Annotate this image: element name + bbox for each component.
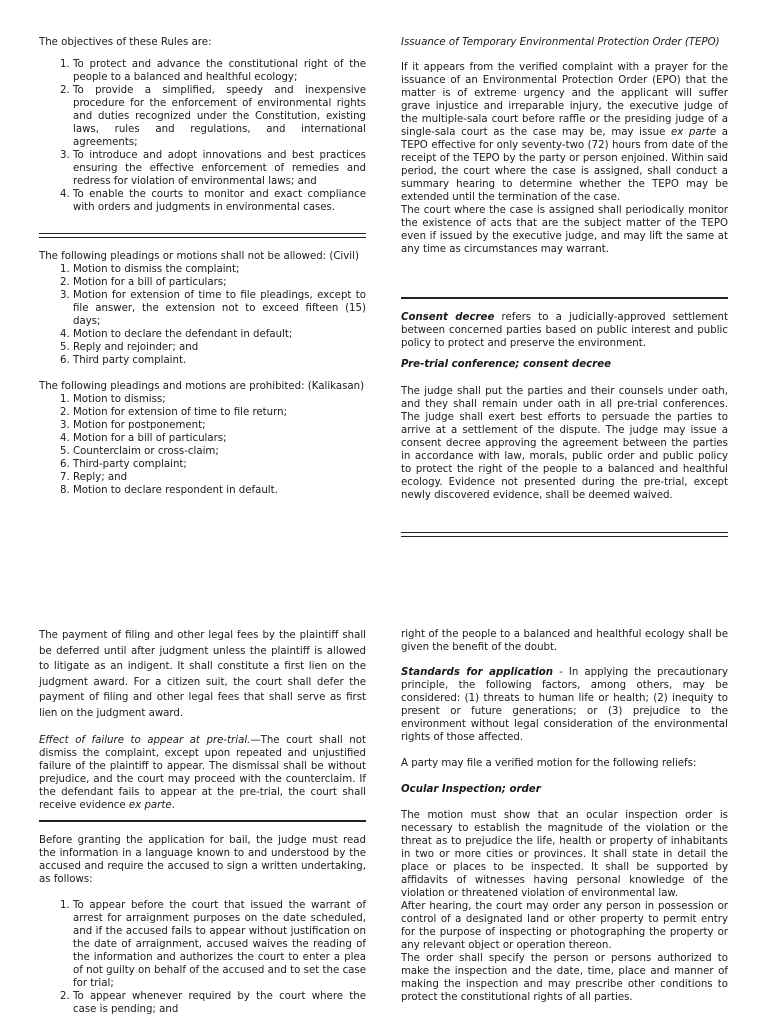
effect-heading: Effect of failure to appear at pre-trial. bbox=[39, 735, 251, 746]
list-item: 1. Motion to dismiss; bbox=[73, 393, 366, 406]
list-item: 4. To enable the courts to monitor and exact compliance with orders and judgments in environmental cases. bbox=[73, 188, 366, 214]
page2-left-column-bail bbox=[39, 834, 366, 1016]
tepo-paragraph: The court where the case is assigned shall periodically monitor the existence of acts that are the subject matter of the TEPO even if issued by the executive judge, and may lift the same at any time as circumstances may warrant. bbox=[401, 205, 728, 255]
page1-right-column-consent bbox=[401, 311, 728, 502]
page2-right-column bbox=[401, 628, 728, 1004]
ocular-paragraph: The motion must show that an ocular inspection order is necessary to establish the magnitude of the violation or the threat as to prejudice the life, health or property of inhabitants in two or more cities or provinces. It shall state in detail the place or places to be inspected. It shall be supported by affidavits of witnesses having personal knowledge of the violation or threatened violation of environmental law. bbox=[401, 810, 728, 899]
page1-left-column-civil bbox=[39, 250, 366, 497]
civil-list bbox=[39, 263, 366, 367]
list-item: 1. To appear before the court that issued the warrant of arrest for arraignment purposes on the date scheduled, and if the accused fails to appear without justification on the date of arraignment, accused waives the reading of the information and authorizes the court to enter a plea of not guilty on behalf of the accused and to set the case for trial; bbox=[73, 899, 366, 990]
effect-of-failure-paragraph bbox=[39, 734, 366, 812]
list-item: 1. Motion to dismiss the complaint; bbox=[73, 263, 366, 276]
objectives-list bbox=[39, 58, 366, 214]
pretrial-text: The judge shall put the parties and their counsels under oath, and they shall remain under oath in all pre-trial conferences. The judge shall exert best efforts to persuade the parties to arrive at a settlement of the dispute. The judge may issue a consent decree approving the agreement between the parties in accordance with law, morals, public order and public policy to protect the right of the people to a balanced and healthful ecology. Evidence not presented during the pre-trial, except newly discovered evidence, shall be deemed waived. bbox=[401, 386, 728, 501]
consent-decree-text: refers to a judicially-approved settlement between concerned parties based on public interest and public policy to protect and preserve the environment. bbox=[401, 312, 728, 349]
section-divider bbox=[39, 233, 366, 238]
ocular-heading: Ocular Inspection; order bbox=[401, 784, 541, 795]
kalikasan-list bbox=[39, 393, 366, 497]
kalikasan-intro: The following pleadings and motions are prohibited: (Kalikasan) bbox=[39, 381, 365, 392]
list-item: 6. Third-party complaint; bbox=[73, 458, 366, 471]
list-item: 3. Motion for postponement; bbox=[73, 419, 366, 432]
list-item: 2. To provide a simplified, speedy and inexpensive procedure for the enforcement of environmental rights and duties recognized under the Constitution, existing laws, rules and regulations, and international agreements; bbox=[73, 84, 366, 149]
standards-paragraph bbox=[401, 666, 728, 744]
tepo-heading: Issuance of Temporary Environmental Protection Order (TEPO) bbox=[401, 37, 720, 48]
consent-decree-definition bbox=[401, 311, 728, 350]
precaution-tail: right of the people to a balanced and healthful ecology shall be given the benefit of the doubt. bbox=[401, 629, 728, 653]
list-item: 2. Motion for extension of time to file return; bbox=[73, 406, 366, 419]
list-item: 4. Motion for a bill of particulars; bbox=[73, 432, 366, 445]
list-item: 8. Motion to declare respondent in default. bbox=[73, 484, 366, 497]
page1-right-column bbox=[401, 36, 728, 256]
filing-fees-text: The payment of filing and other legal fees by the plaintiff shall be deferred until after judgment unless the plaintiff is allowed to litigate as an indigent. It shall constitute a first lien on the judgment award. For a citizen suit, the court shall defer the payment of filing and other legal fees that shall serve as first lien on the judgment award. bbox=[39, 630, 366, 719]
bail-undertaking-list bbox=[39, 899, 366, 1016]
tepo-paragraph bbox=[401, 61, 728, 204]
list-item: 5. Reply and rejoinder; and bbox=[73, 341, 366, 354]
page2-left-column bbox=[39, 628, 366, 812]
bail-intro: Before granting the application for bail, the judge must read the information in a language known to and understood by the accused and require the accused to sign a written undertaking, as follows: bbox=[39, 835, 366, 885]
list-item: 6. Third party complaint. bbox=[73, 354, 366, 367]
ex-parte-term: ex parte bbox=[670, 127, 717, 138]
ex-parte-term: ex parte bbox=[128, 800, 172, 811]
list-item: 2. To appear whenever required by the court where the case is pending; and bbox=[73, 990, 366, 1016]
effect-text: . bbox=[171, 800, 175, 811]
standards-text: - In applying the precautionary principle, the following factors, among others, may be considered: (1) threats to human life or health; (2) inequity to present or future generations; or (3) prejudice to the environment without legal consideration of the environmental rights of those affected. bbox=[401, 667, 729, 743]
consent-decree-term: Consent decree bbox=[401, 312, 495, 323]
tepo-text: a TEPO effective for only seventy-two (72) hours from date of the receipt of the TEPO by the party or person enjoined. Within said period, the court where the case is assigned, shall conduct a summary hearing to determine whether the TEPO may be extended until the termination of the case. bbox=[401, 127, 728, 203]
section-divider bbox=[39, 820, 366, 822]
section-divider bbox=[401, 532, 728, 537]
effect-text: —The court shall not dismiss the complaint, except upon repeated and unjustified failure of the plaintiff to appear. The dismissal shall be without prejudice, and the court may proceed with the counterclaim. If the defendant fails to appear at the pre-trial, the court shall receive evidence bbox=[39, 735, 366, 811]
list-item: 1. To protect and advance the constitutional right of the people to a balanced and healthful ecology; bbox=[73, 58, 366, 84]
ocular-paragraph: The order shall specify the person or persons authorized to make the inspection and the date, time, place and manner of making the inspection and may prescribe other conditions to protect the constitutional rights of all parties. bbox=[401, 953, 728, 1003]
list-item: 3. To introduce and adopt innovations and best practices ensuring the effective enforcement of remedies and redress for violation of environmental laws; and bbox=[73, 149, 366, 188]
page1-left-column bbox=[39, 36, 366, 214]
pretrial-heading: Pre-trial conference; consent decree bbox=[401, 359, 612, 370]
tepo-text: If it appears from the verified complaint with a prayer for the issuance of an Environmental Protection Order (EPO) that the matter is of extreme urgency and the applicant will suffer grave injustice and irreparable injury, the executive judge of the multiple-sala court before raffle or the presiding judge of a single-sala court as the case may be, may issue bbox=[401, 62, 728, 138]
list-item: 4. Motion to declare the defendant in default; bbox=[73, 328, 366, 341]
standards-term: Standards for application bbox=[401, 667, 554, 678]
list-item: 3. Motion for extension of time to file pleadings, except to file answer, the extension not to exceed fifteen (15) days; bbox=[73, 289, 366, 328]
civil-intro: The following pleadings or motions shall not be allowed: (Civil) bbox=[39, 251, 359, 262]
ocular-paragraph: After hearing, the court may order any person in possession or control of a designated land or other property to permit entry for the purpose of inspecting or photographing the property or any relevant object or operation thereon. bbox=[401, 901, 728, 951]
reliefs-text: A party may file a verified motion for the following reliefs: bbox=[401, 758, 697, 769]
section-divider bbox=[401, 297, 728, 299]
list-item: 5. Counterclaim or cross-claim; bbox=[73, 445, 366, 458]
list-item: 2. Motion for a bill of particulars; bbox=[73, 276, 366, 289]
objectives-intro: The objectives of these Rules are: bbox=[39, 37, 212, 48]
list-item: 7. Reply; and bbox=[73, 471, 366, 484]
